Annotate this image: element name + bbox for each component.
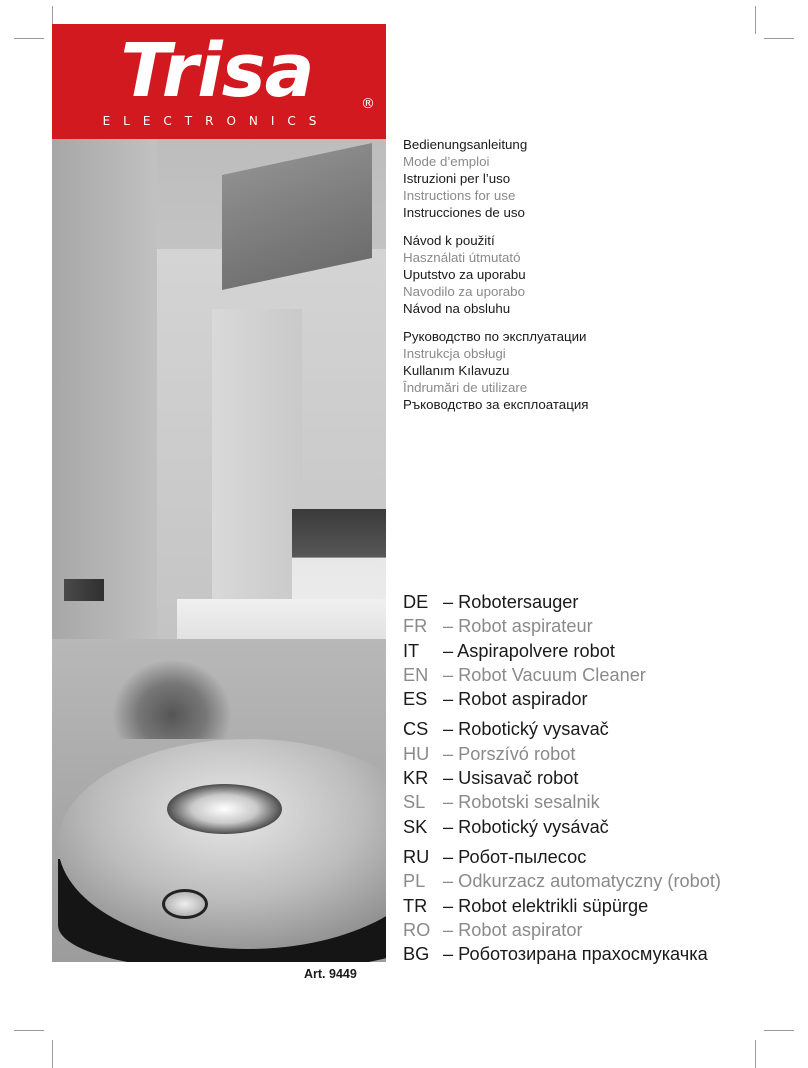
manual-title: Mode d’emploi [403, 154, 490, 169]
product-name: – Robot aspirador [443, 689, 588, 710]
product-name: – Aspirapolvere robot [443, 640, 615, 661]
product-name: – Robotski sesalnik [443, 792, 600, 813]
product-name: – Robot elektrikli süpürge [443, 895, 649, 916]
brand-logo: Trisa [120, 28, 314, 114]
product-name-row [403, 894, 721, 918]
language-code: EN [403, 664, 429, 685]
language-code: RO [403, 919, 431, 940]
manual-title: Bedienungsanleitung [403, 137, 528, 152]
product-name: – Robotický vysávač [443, 816, 609, 837]
manual-title: Instrucciones de uso [403, 205, 525, 220]
language-code: CS [403, 719, 429, 740]
robot-control-panel [167, 784, 282, 834]
robot-vacuum-image [52, 719, 386, 962]
language-code: ES [403, 689, 428, 710]
crop-mark [14, 1030, 44, 1031]
crop-mark [14, 38, 44, 39]
product-name: – Robotický vysavač [443, 719, 609, 740]
product-name-row [403, 918, 721, 942]
product-name: – Porszívó robot [443, 743, 576, 764]
language-code: RU [403, 846, 430, 867]
product-name: – Robotersauger [443, 592, 579, 612]
product-name-row [403, 639, 721, 663]
language-code: BG [403, 944, 430, 965]
crop-mark [52, 1040, 53, 1068]
crop-mark [755, 6, 756, 34]
product-name-list [403, 590, 721, 972]
product-name: – Odkurzacz automatyczny (robot) [443, 871, 721, 892]
language-code: FR [403, 616, 428, 637]
product-name-row [403, 942, 721, 966]
product-name-row [403, 663, 721, 687]
language-code: TR [403, 895, 428, 916]
manual-title: Руководство по эксплуатации [403, 329, 587, 344]
manual-title: Használati útmutató [403, 250, 521, 265]
manual-title: Ръководство за експлоатация [403, 397, 589, 412]
manual-title: Návod na obsluhu [403, 301, 511, 316]
language-code: KR [403, 768, 429, 789]
crop-mark [755, 1040, 756, 1068]
robot-handle [162, 889, 208, 919]
product-name-row [403, 790, 721, 814]
language-code: PL [403, 871, 426, 892]
manual-title-group [403, 136, 588, 221]
product-name-row [403, 845, 721, 869]
product-name: – Robot aspirateur [443, 616, 593, 637]
product-name-row [403, 590, 721, 614]
product-name-group [403, 590, 721, 711]
language-code: SK [403, 816, 428, 837]
manual-title: Uputstvo za uporabu [403, 267, 526, 282]
language-code: IT [403, 640, 420, 661]
product-name-group [403, 717, 721, 838]
product-name-row [403, 766, 721, 790]
manual-title: Návod k použití [403, 233, 495, 248]
manual-title: Instrukcja obsługi [403, 346, 506, 361]
product-name-row [403, 742, 721, 766]
product-name: – Robot aspirator [443, 919, 583, 940]
manual-title: Kullanım Kılavuzu [403, 363, 510, 378]
manual-title: Instructions for use [403, 188, 516, 203]
language-code: DE [403, 592, 429, 612]
manual-title-list [403, 136, 588, 424]
product-name-row [403, 815, 721, 839]
manual-title-group [403, 232, 588, 317]
article-number: Art. 9449 [304, 967, 357, 981]
manual-title-group [403, 328, 588, 413]
product-photo [52, 139, 386, 962]
manual-title: Istruzioni per l’uso [403, 171, 511, 186]
product-name-row [403, 614, 721, 638]
photo-pillar [212, 309, 302, 639]
crop-mark [764, 1030, 794, 1031]
product-name-row [403, 687, 721, 711]
product-name: – Робот-пылесос [443, 846, 587, 867]
crop-mark [764, 38, 794, 39]
product-name: – Роботозирана прахосмукачка [443, 944, 708, 965]
brand-tagline: ELECTRONICS [102, 114, 330, 128]
product-name-row [403, 717, 721, 741]
product-name-row [403, 869, 721, 893]
photo-speaker [64, 579, 104, 601]
product-name-group [403, 845, 721, 966]
language-code: HU [403, 743, 430, 764]
manual-title: Îndrumări de utilizare [403, 380, 528, 395]
language-code: SL [403, 792, 426, 813]
registered-mark: ® [361, 96, 375, 112]
product-name: – Usisavač robot [443, 768, 579, 789]
manual-title: Navodilo za uporabo [403, 284, 525, 299]
product-name: – Robot Vacuum Cleaner [443, 664, 646, 685]
